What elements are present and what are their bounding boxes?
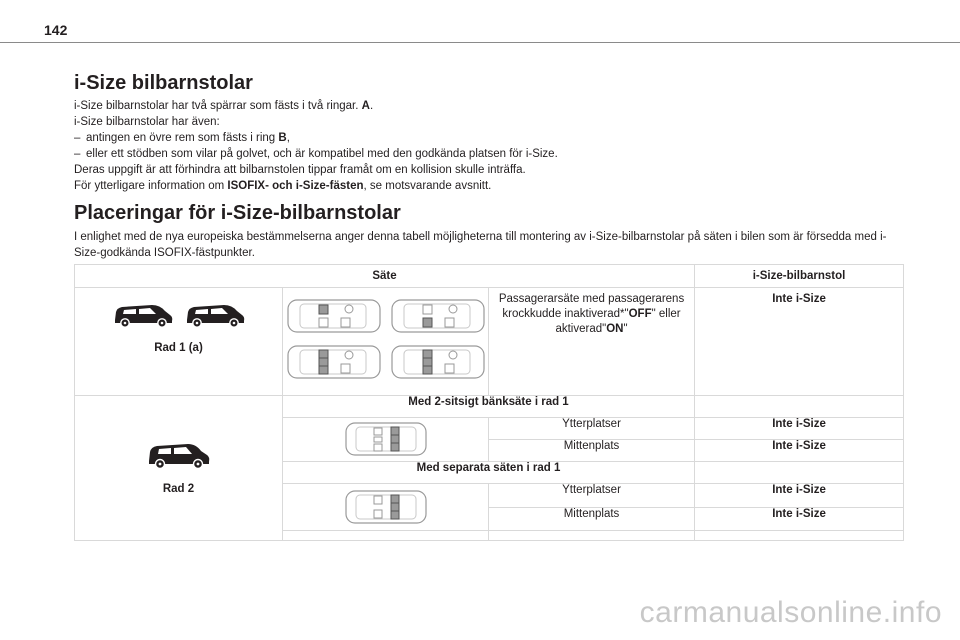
row2-seat-cell xyxy=(75,396,283,541)
car-top-view-icon xyxy=(344,489,428,525)
row2-middle-label: Mittenplats xyxy=(489,507,695,531)
empty-cell xyxy=(283,531,489,541)
row1-value: Inte i-Size xyxy=(772,293,826,305)
page-number: 142 xyxy=(44,22,68,38)
car-top-view-icon xyxy=(390,297,486,335)
row2-outer-label: Ytterplatser xyxy=(489,484,695,508)
row2-outer-value: Inte i-Size xyxy=(695,418,904,440)
watermark: carmanualsonline.info xyxy=(639,596,942,629)
section-title-placements: Placeringar för i-Size-bilbarnstolar xyxy=(74,202,401,224)
empty-cell xyxy=(489,531,695,541)
row1-diagram-cell xyxy=(283,288,489,396)
car-top-view-icon xyxy=(390,343,486,381)
car-top-view-icon xyxy=(344,421,428,457)
van-front-icon xyxy=(112,302,174,328)
text-line: För ytterligare information om ISOFIX- och i-Size-fästen, se motsvarande avsnitt. xyxy=(74,180,492,192)
text-line: – eller ett stödben som vilar på golvet, och är kompatibel med den godkända platsen för i-Size. xyxy=(74,148,558,160)
section-isize-text xyxy=(74,98,558,194)
section-title-isize: i-Size bilbarnstolar xyxy=(74,72,253,94)
row2-middle-value: Inte i-Size xyxy=(695,440,904,462)
text-line: i-Size bilbarnstolar har två spärrar som fästs i två ringar. A. xyxy=(74,100,374,112)
text-line: i-Size bilbarnstolar har även: xyxy=(74,116,220,128)
van-front-icon xyxy=(184,302,246,328)
row1-seat-cell xyxy=(75,288,283,396)
text-line: Deras uppgift är att förhindra att bilbarnstolen tippar framåt om en kollision skulle inträffa. xyxy=(74,164,526,176)
row2-outer-label: Ytterplatser xyxy=(489,418,695,440)
car-top-view-icon xyxy=(286,297,382,335)
row2-group1-diagram-cell xyxy=(283,418,489,462)
row1-label: Rad 1 (a) xyxy=(154,342,203,354)
van-side-icon xyxy=(146,441,212,469)
row2-group2-diagram-cell xyxy=(283,484,489,531)
header-seat: Säte xyxy=(75,265,695,288)
car-top-view-icon xyxy=(286,343,382,381)
row2-middle-value: Inte i-Size xyxy=(695,507,904,531)
row2-middle-label: Mittenplats xyxy=(489,440,695,462)
row1-description: Passagerarsäte med passagerarens krockkudde inaktiverad*"OFF" eller aktiverad"ON" xyxy=(498,293,685,335)
empty-cell xyxy=(695,462,904,484)
header-isize: i-Size-bilbarnstol xyxy=(695,265,904,288)
row1-value-cell xyxy=(695,288,904,396)
header-rule xyxy=(0,42,960,43)
row1-description-cell xyxy=(489,288,695,396)
empty-cell xyxy=(695,531,904,541)
row2-group2-label: Med separata säten i rad 1 xyxy=(283,462,695,484)
text-line: – antingen en övre rem som fästs i ring B, xyxy=(74,132,290,144)
placements-intro: I enlighet med de nya europeiska bestämmelserna anger denna tabell möjligheterna till montering av i-Size-bilbarnstolar på säten i bilen som är försedda med i-Size-godkända ISOFIX-fästpunkter. xyxy=(74,231,887,259)
row2-label: Rad 2 xyxy=(162,483,195,495)
isize-placement-table xyxy=(74,264,904,541)
row2-group1-label: Med 2-sitsigt bänksäte i rad 1 xyxy=(283,396,695,418)
empty-cell xyxy=(695,396,904,418)
row2-outer-value: Inte i-Size xyxy=(695,484,904,508)
